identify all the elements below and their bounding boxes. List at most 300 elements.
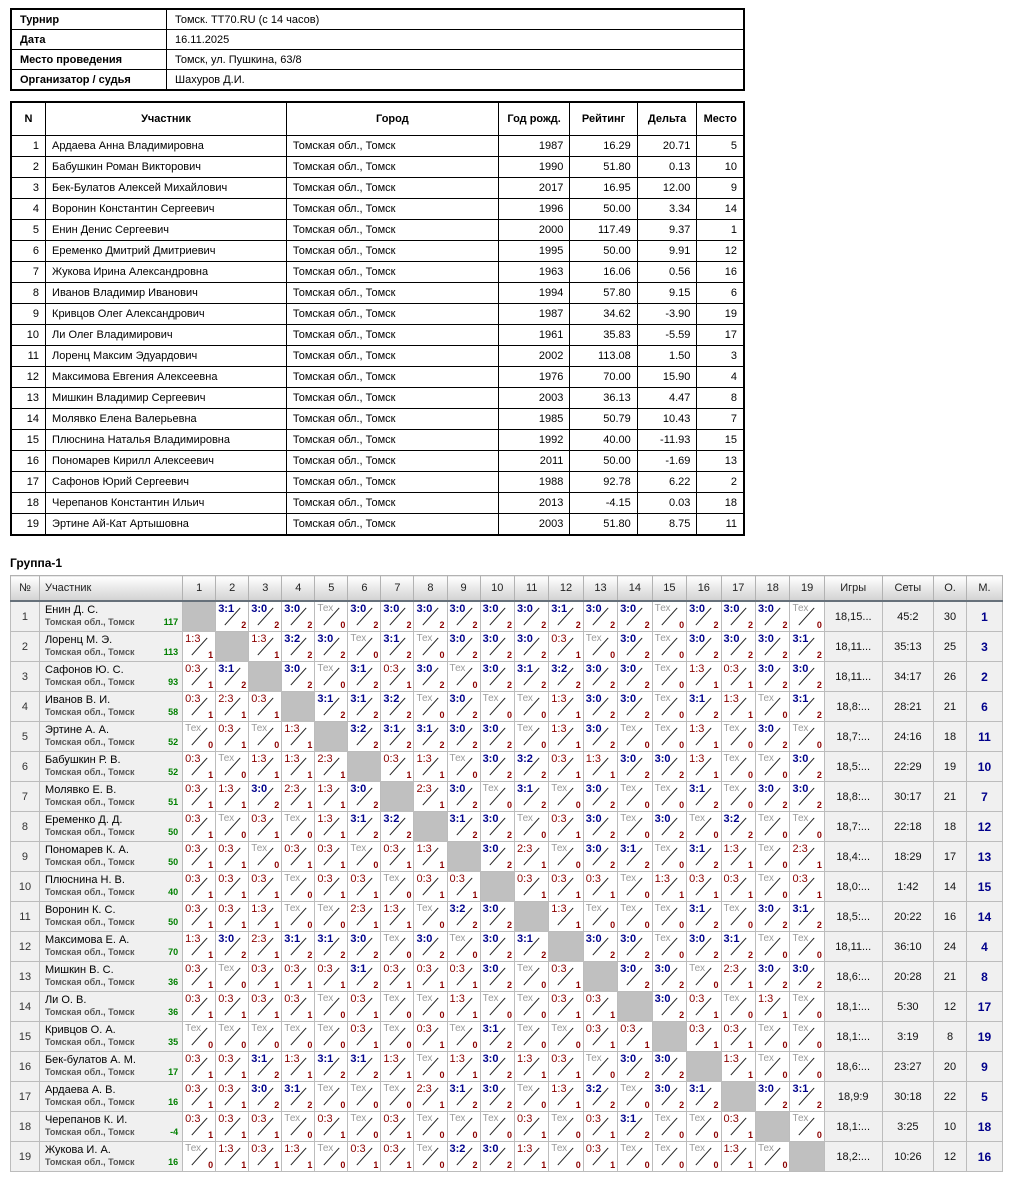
participant-birth-year: 1963 [498,262,570,283]
match-points: 1 [274,770,280,780]
matrix-result-cell [618,752,652,782]
participant-birth-year: 2011 [498,451,570,472]
participants-header-row [11,102,744,136]
matrix-diagonal-cell [618,992,652,1022]
match-points: 2 [713,710,719,720]
match-points: 0 [472,950,478,960]
matrix-result-cell [687,1082,721,1112]
matrix-result-cell [381,632,414,662]
group-player-subline [45,1067,178,1078]
match-score: 0:3 [251,873,267,885]
matrix-result-cell [414,1022,447,1052]
group-row [11,1052,1003,1082]
group-player-subline [45,617,178,628]
match-score: Тех [449,1023,466,1034]
group-points: 24 [934,932,967,962]
matrix-result-cell [348,692,381,722]
match-score: Тех [350,1113,367,1124]
matrix-result-cell [348,932,381,962]
group-player-region: Томская обл., Томск [44,1127,135,1137]
participant-number: 8 [11,283,46,304]
group-sets: 20:22 [882,902,934,932]
match-points: 0 [782,950,788,960]
group-place: 17 [966,992,1002,1022]
match-points: 2 [373,980,379,990]
match-points: 2 [373,680,379,690]
group-player-region: Томская обл., Томск [44,677,135,687]
matrix-result-cell [549,992,583,1022]
group-points: 17 [934,842,967,872]
group-player-cell [39,932,182,962]
matrix-result-cell [183,872,216,902]
matrix-result-cell [549,962,583,992]
matrix-result-cell [447,752,480,782]
matrix-result-cell [515,812,549,842]
match-points: 0 [373,860,379,870]
match-score: Тех [723,753,740,764]
match-points: 2 [307,950,313,960]
match-score: Тех [517,813,533,824]
group-player-cell [39,1022,182,1052]
match-points: 1 [274,1010,280,1020]
matrix-result-cell [282,632,315,662]
matrix-result-cell [721,992,755,1022]
match-points: 0 [307,1130,313,1140]
matrix-result-cell [618,962,652,992]
group-sets: 28:21 [882,692,934,722]
matrix-result-cell [315,962,348,992]
participant-row [11,283,744,304]
participant-number: 9 [11,304,46,325]
match-points: 0 [679,1160,685,1170]
matrix-result-cell [282,932,315,962]
match-score: 2:3 [350,903,366,915]
group-games: 18,11... [824,932,882,962]
group-games: 18,1:... [824,1112,882,1142]
match-score: 3:1 [792,693,809,705]
matrix-result-cell [652,662,686,692]
matrix-result-cell [249,1022,282,1052]
matrix-result-cell [721,722,755,752]
match-points: 2 [816,980,822,990]
match-points: 0 [575,860,581,870]
matrix-result-cell [447,872,480,902]
match-points: 0 [782,710,788,720]
matrix-result-cell [756,632,790,662]
match-score: Тех [317,1023,334,1034]
matrix-result-cell [381,1052,414,1082]
group-player-cell [39,1082,182,1112]
match-points: 0 [208,740,214,750]
match-score: 0:3 [185,813,201,825]
match-points: 1 [713,740,719,750]
matrix-result-cell [515,1082,549,1112]
participants-column-header: Год рожд. [498,102,570,136]
group-points: 21 [934,782,967,812]
match-score: Тех [792,933,809,944]
participants-column-header: Город [286,102,498,136]
match-score: 1:3 [383,903,399,915]
match-points: 2 [340,950,346,960]
match-points: 2 [610,830,616,840]
matrix-result-cell [249,992,282,1022]
match-score: 0:3 [218,993,234,1005]
group-player-cell [39,842,182,872]
matrix-result-cell [790,932,824,962]
group-sets: 22:18 [882,812,934,842]
group-header-points: О. [934,576,967,602]
matrix-result-cell [249,902,282,932]
participant-delta: -1.69 [637,451,697,472]
match-score: 3:1 [350,693,367,705]
group-player-region: Томская обл., Томск [44,797,135,807]
info-label: Организатор / судья [11,70,167,91]
match-score: 0:3 [350,1143,366,1155]
matrix-result-cell [447,662,480,692]
matrix-diagonal-cell [447,842,480,872]
match-points: 1 [782,1010,788,1020]
participant-number: 19 [11,514,46,536]
matrix-diagonal-cell [249,662,282,692]
matrix-result-cell [216,601,249,632]
match-score: 3:1 [792,1083,809,1095]
match-points: 0 [373,650,379,660]
group-header-name: Участник [39,576,182,602]
group-player-name: Иванов В. И. [44,694,111,706]
participant-birth-year: 1976 [498,367,570,388]
matrix-result-cell [381,752,414,782]
match-points: 1 [208,890,214,900]
match-score: 3:1 [218,603,235,615]
match-points: 0 [782,830,788,840]
match-points: 1 [713,1040,719,1050]
match-score: 3:0 [482,963,499,975]
match-points: 2 [274,620,280,630]
matrix-diagonal-cell [687,1052,721,1082]
match-score: 0:3 [416,1023,432,1035]
participant-number: 10 [11,325,46,346]
participant-row [11,178,744,199]
matrix-result-cell [756,842,790,872]
match-score: Тех [758,1023,774,1034]
matrix-result-cell [790,1052,824,1082]
group-player-number: 13 [11,962,40,992]
match-score: 3:0 [620,963,637,975]
matrix-result-cell [183,1052,216,1082]
match-points: 2 [816,650,822,660]
match-score: 2:3 [517,843,533,855]
match-points: 2 [610,710,616,720]
matrix-result-cell [282,902,315,932]
match-score: 0:3 [416,873,432,885]
group-row [11,752,1003,782]
match-points: 1 [575,770,581,780]
match-score: 3:2 [517,753,533,765]
match-score: 2:3 [416,783,432,795]
group-place: 12 [966,812,1002,842]
matrix-result-cell [414,992,447,1022]
participant-city: Томская обл., Томск [286,472,498,493]
group-place: 11 [966,722,1002,752]
matrix-result-cell [549,812,583,842]
matrix-result-cell [249,812,282,842]
match-points: 1 [241,1160,247,1170]
match-points: 2 [644,1070,650,1080]
match-points: 1 [307,1010,313,1020]
match-points: 0 [439,920,445,930]
group-header-opponent: 2 [216,576,249,602]
match-score: Тех [758,873,774,884]
match-score: 0:3 [723,873,739,885]
participant-birth-year: 1988 [498,472,570,493]
participant-place: 7 [697,409,744,430]
match-points: 0 [644,1100,650,1110]
group-points: 22 [934,1082,967,1112]
matrix-result-cell [721,932,755,962]
match-score: 3:1 [689,903,705,915]
match-score: 1:3 [517,1053,533,1065]
matrix-result-cell [381,1142,414,1172]
matrix-result-cell [216,752,249,782]
matrix-result-cell [756,1082,790,1112]
matrix-result-cell [790,1082,824,1112]
match-points: 1 [373,1010,379,1020]
match-score: 1:3 [218,1143,234,1155]
match-points: 1 [679,890,685,900]
match-score: 3:0 [416,933,433,945]
match-points: 1 [307,1160,313,1170]
match-points: 1 [208,1130,214,1140]
match-points: 1 [541,1160,547,1170]
matrix-result-cell [549,1142,583,1172]
match-score: Тех [654,603,671,614]
match-score: 3:0 [792,663,809,675]
match-points: 2 [507,740,513,750]
match-points: 2 [406,710,412,720]
matrix-result-cell [348,1112,381,1142]
match-points: 1 [713,890,719,900]
match-score: Тех [517,723,533,734]
group-sets: 3:25 [882,1112,934,1142]
match-points: 2 [507,650,513,660]
match-points: 1 [816,890,822,900]
match-points: 2 [816,710,822,720]
match-score: 3:1 [350,963,367,975]
group-row [11,812,1003,842]
match-score: 0:3 [251,963,267,975]
match-score: Тех [350,843,367,854]
matrix-result-cell [216,992,249,1022]
participant-name: Плюснина Наталья Владимировна [46,430,287,451]
match-score: 0:3 [185,993,201,1005]
match-score: Тех [284,903,301,914]
group-player-name: Лоренц М. Э. [44,634,113,646]
match-points: 0 [713,1160,719,1170]
matrix-result-cell [381,962,414,992]
matrix-result-cell [583,662,617,692]
participant-place: 5 [697,136,744,157]
match-points: 0 [644,920,650,930]
match-points: 2 [713,620,719,630]
group-player-number: 19 [11,1142,40,1172]
info-label: Место проведения [11,50,167,70]
matrix-result-cell [721,1022,755,1052]
group-player-rating: 36 [168,1007,179,1017]
matrix-result-cell [515,601,549,632]
match-score: Тех [792,723,809,734]
matrix-result-cell [282,782,315,812]
match-points: 0 [208,1040,214,1050]
match-points: 2 [340,710,346,720]
matrix-result-cell [249,932,282,962]
group-player-subline [45,1007,178,1018]
group-player-cell [39,692,182,722]
match-score: Тех [792,1023,809,1034]
match-points: 2 [782,980,788,990]
matrix-result-cell [790,632,824,662]
match-points: 0 [782,1160,788,1170]
participant-rating: 50.79 [570,409,637,430]
participants-column-header: N [11,102,46,136]
match-score: Тех [416,1053,433,1064]
match-score: 3:0 [517,633,533,645]
matrix-result-cell [183,842,216,872]
match-points: 2 [816,680,822,690]
matrix-result-cell [414,1142,447,1172]
match-points: 2 [507,980,513,990]
matrix-result-cell [447,1052,480,1082]
matrix-result-cell [721,782,755,812]
group-player-number: 12 [11,932,40,962]
group-games: 18,6:... [824,962,882,992]
participant-city: Томская обл., Томск [286,178,498,199]
match-score: Тех [284,1023,301,1034]
match-points: 1 [439,980,445,990]
match-points: 0 [472,770,478,780]
match-points: 0 [241,770,247,780]
match-points: 2 [507,950,513,960]
group-header-row [11,576,1003,602]
matrix-result-cell [515,752,549,782]
matrix-result-cell [515,782,549,812]
match-points: 1 [373,890,379,900]
participant-row [11,409,744,430]
match-points: 0 [208,1160,214,1170]
matrix-result-cell [249,752,282,782]
group-player-name: Мишкин В. С. [44,964,114,976]
group-sets: 22:29 [882,752,934,782]
matrix-result-cell [315,1112,348,1142]
match-points: 1 [472,890,478,900]
group-player-cell [39,782,182,812]
match-points: 0 [340,1160,346,1170]
match-points: 0 [507,710,513,720]
match-points: 1 [472,1070,478,1080]
matrix-result-cell [414,1112,447,1142]
info-value: Томск. TT70.RU (с 14 часов) [167,9,745,30]
match-score: 0:3 [251,693,267,705]
match-points: 1 [747,1130,753,1140]
match-points: 1 [274,1160,280,1170]
match-score: 3:0 [284,603,301,615]
group-player-rating: 17 [168,1067,179,1077]
group-player-subline [45,1157,178,1168]
match-points: 2 [373,1070,379,1080]
match-points: 1 [747,1040,753,1050]
group-player-region: Томская обл., Томск [44,1097,135,1107]
group-player-cell [39,902,182,932]
participant-name: Лоренц Максим Эдуардович [46,346,287,367]
matrix-result-cell [618,632,652,662]
match-points: 0 [816,620,822,630]
matrix-result-cell [183,1022,216,1052]
participant-row [11,325,744,346]
matrix-result-cell [790,872,824,902]
match-score: 3:0 [482,843,499,855]
group-row [11,722,1003,752]
matrix-result-cell [790,601,824,632]
participant-rating: 57.80 [570,283,637,304]
match-points: 1 [307,740,313,750]
match-points: 2 [644,620,650,630]
match-score: 3:0 [758,903,774,915]
matrix-result-cell [618,1082,652,1112]
match-score: 3:1 [792,633,809,645]
group-games: 18,1:... [824,992,882,1022]
participant-rating: -4.15 [570,493,637,514]
match-score: 3:1 [218,663,235,675]
participant-row [11,199,744,220]
matrix-result-cell [480,1052,514,1082]
match-points: 0 [307,1040,313,1050]
match-score: Тех [185,723,202,734]
matrix-diagonal-cell [315,722,348,752]
group-header-opponent: 18 [756,576,790,602]
match-score: 0:3 [620,1023,636,1035]
group-header-opponent: 9 [447,576,480,602]
matrix-result-cell [315,601,348,632]
match-score: Тех [654,933,671,944]
match-score: 3:0 [585,723,602,735]
participant-name: Эртине Ай-Кат Артышовна [46,514,287,536]
match-score: 3:0 [449,633,466,645]
matrix-result-cell [183,752,216,782]
match-points: 0 [541,1100,547,1110]
match-points: 0 [241,980,247,990]
matrix-result-cell [348,902,381,932]
group-player-rating: 117 [163,617,179,627]
match-score: Тех [585,1053,602,1064]
match-score: 3:0 [689,933,705,945]
matrix-result-cell [381,872,414,902]
matrix-result-cell [756,1052,790,1082]
matrix-result-cell [183,962,216,992]
match-points: 2 [679,1010,685,1020]
matrix-result-cell [183,1112,216,1142]
matrix-result-cell [756,932,790,962]
match-points: 0 [713,980,719,990]
participant-rating: 51.80 [570,514,637,536]
matrix-result-cell [480,962,514,992]
match-points: 2 [541,620,547,630]
match-score: Тех [654,903,671,914]
matrix-result-cell [249,1112,282,1142]
match-points: 1 [208,830,214,840]
group-sets: 3:19 [882,1022,934,1052]
group-player-number: 2 [11,632,40,662]
participant-rating: 113.08 [570,346,637,367]
matrix-result-cell [315,752,348,782]
